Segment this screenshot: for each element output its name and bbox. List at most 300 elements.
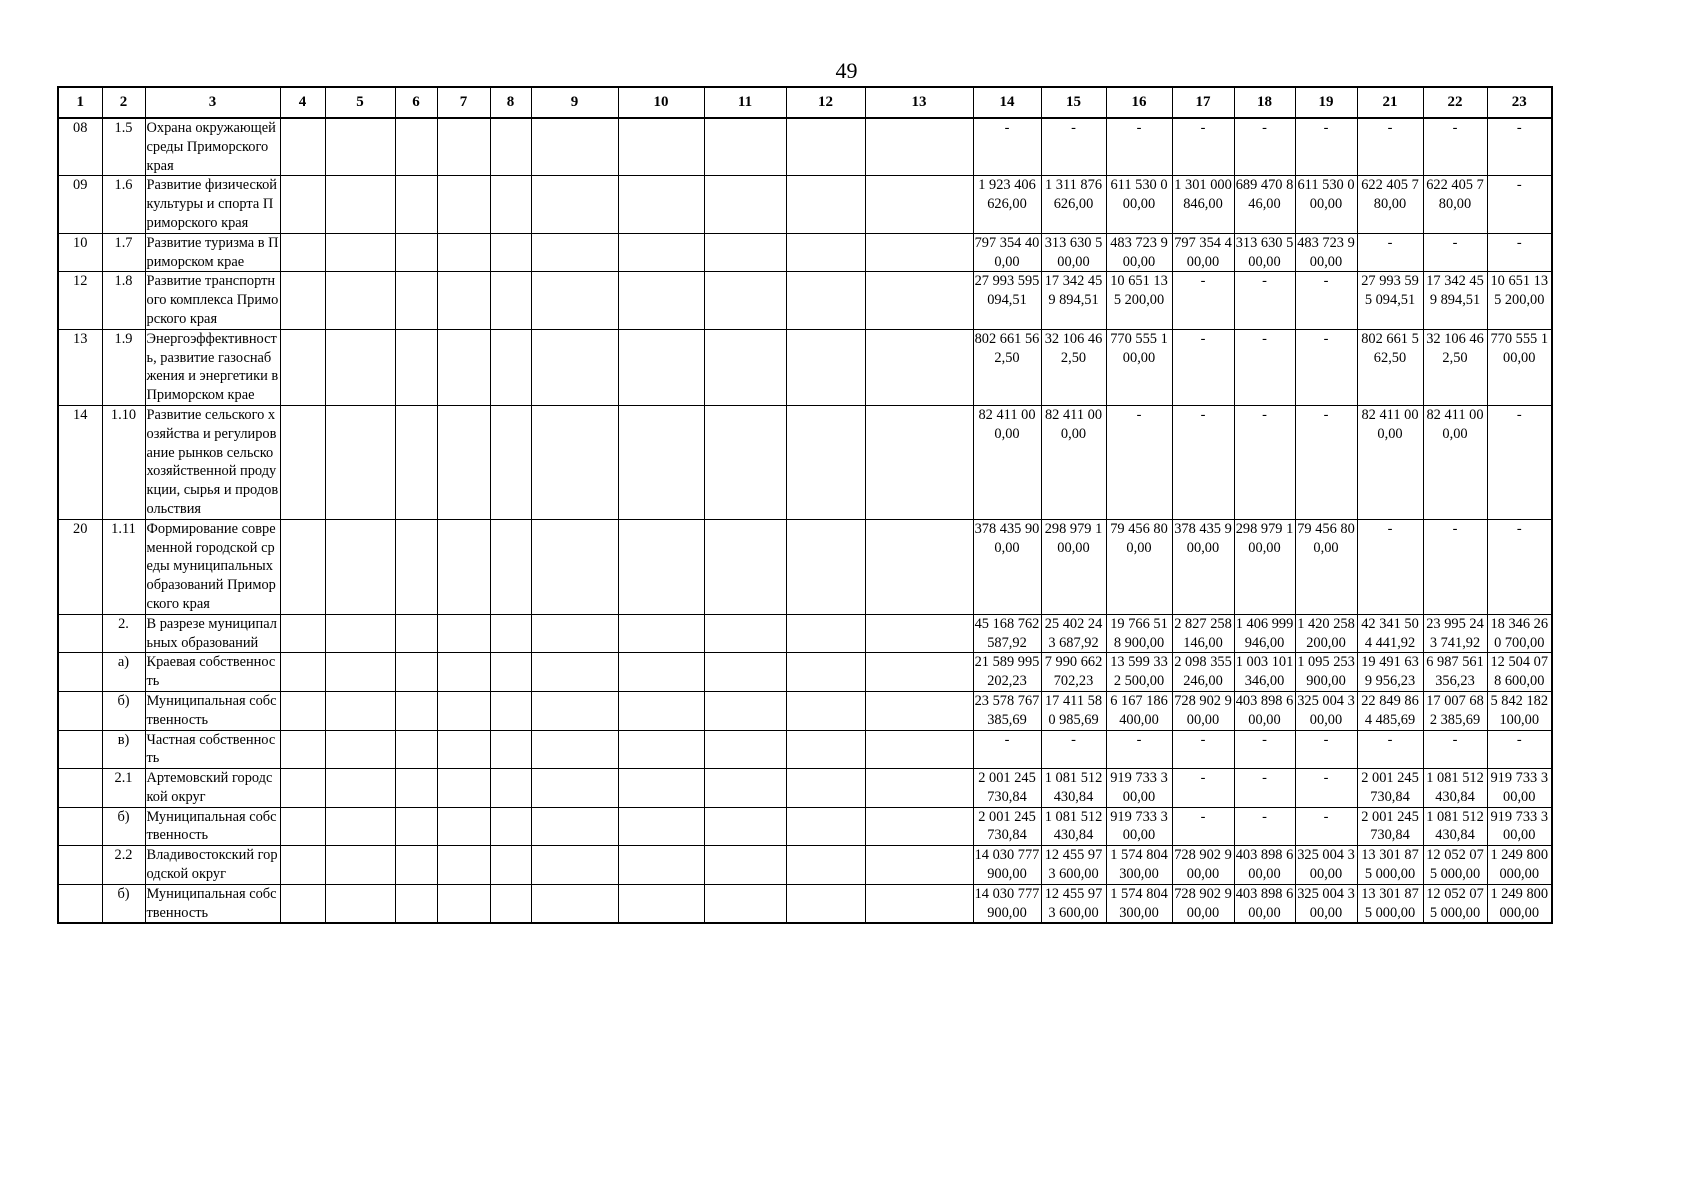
value-cell: - (1172, 118, 1234, 176)
value-cell: 17 342 459 894,51 (1423, 272, 1487, 329)
empty-cell (531, 405, 618, 519)
value-cell: 403 898 600,00 (1234, 884, 1295, 923)
value-cell: - (1487, 233, 1552, 272)
empty-cell (865, 691, 973, 730)
value-cell: 797 354 400,00 (1172, 233, 1234, 272)
empty-cell (280, 653, 325, 692)
value-cell: - (1041, 730, 1106, 769)
value-cell: - (1487, 730, 1552, 769)
value-cell: 17 411 580 985,69 (1041, 691, 1106, 730)
empty-cell (280, 118, 325, 176)
empty-cell (490, 118, 531, 176)
row-number: б) (102, 691, 145, 730)
empty-cell (395, 519, 437, 614)
empty-cell (490, 329, 531, 405)
empty-cell (490, 769, 531, 808)
column-header: 19 (1295, 87, 1357, 118)
empty-cell (325, 118, 395, 176)
empty-cell (280, 846, 325, 885)
empty-cell (618, 884, 704, 923)
empty-cell (325, 730, 395, 769)
value-cell: 919 733 300,00 (1106, 807, 1172, 846)
value-cell: - (1106, 730, 1172, 769)
empty-cell (618, 807, 704, 846)
value-cell: - (1106, 405, 1172, 519)
row-name: В разрезе муниципальных образований (145, 614, 280, 653)
column-header: 7 (437, 87, 490, 118)
empty-cell (618, 769, 704, 808)
value-cell: - (1357, 730, 1423, 769)
value-cell: - (1423, 730, 1487, 769)
empty-cell (490, 884, 531, 923)
value-cell: 21 589 995 202,23 (973, 653, 1041, 692)
row-name: Развитие туризма в Приморском крае (145, 233, 280, 272)
value-cell: 2 001 245 730,84 (1357, 807, 1423, 846)
value-cell: 378 435 900,00 (973, 519, 1041, 614)
column-header: 17 (1172, 87, 1234, 118)
empty-cell (280, 405, 325, 519)
empty-cell (325, 807, 395, 846)
value-cell: 12 052 075 000,00 (1423, 846, 1487, 885)
value-cell: 1 923 406 626,00 (973, 176, 1041, 233)
row-name: Краевая собственность (145, 653, 280, 692)
empty-cell (865, 405, 973, 519)
empty-cell (437, 118, 490, 176)
value-cell: 802 661 562,50 (1357, 329, 1423, 405)
empty-cell (280, 730, 325, 769)
value-cell: 770 555 100,00 (1106, 329, 1172, 405)
empty-cell (395, 329, 437, 405)
value-cell: 797 354 400,00 (973, 233, 1041, 272)
row-code: 12 (58, 272, 102, 329)
value-cell: 13 301 875 000,00 (1357, 846, 1423, 885)
empty-cell (865, 118, 973, 176)
value-cell: 82 411 000,00 (1357, 405, 1423, 519)
value-cell: 325 004 300,00 (1295, 846, 1357, 885)
empty-cell (618, 691, 704, 730)
table-row (58, 730, 1552, 769)
empty-cell (704, 519, 786, 614)
value-cell: 2 001 245 730,84 (1357, 769, 1423, 808)
value-cell: 12 504 078 600,00 (1487, 653, 1552, 692)
empty-cell (325, 653, 395, 692)
value-cell: 313 630 500,00 (1041, 233, 1106, 272)
empty-cell (395, 272, 437, 329)
empty-cell (786, 846, 865, 885)
column-header: 10 (618, 87, 704, 118)
value-cell: 298 979 100,00 (1234, 519, 1295, 614)
value-cell: - (1295, 730, 1357, 769)
row-code: 10 (58, 233, 102, 272)
value-cell: - (1295, 272, 1357, 329)
empty-cell (704, 176, 786, 233)
value-cell: 12 052 075 000,00 (1423, 884, 1487, 923)
value-cell: - (1487, 118, 1552, 176)
value-cell: - (1487, 519, 1552, 614)
value-cell: 728 902 900,00 (1172, 846, 1234, 885)
value-cell: 1 574 804 300,00 (1106, 846, 1172, 885)
row-number: 2.2 (102, 846, 145, 885)
empty-cell (865, 846, 973, 885)
value-cell: 79 456 800,00 (1295, 519, 1357, 614)
value-cell: 1 095 253 900,00 (1295, 653, 1357, 692)
value-cell: 1 081 512 430,84 (1041, 807, 1106, 846)
budget-table (57, 86, 1553, 924)
empty-cell (618, 730, 704, 769)
empty-cell (437, 691, 490, 730)
empty-cell (395, 653, 437, 692)
value-cell: 1 311 876 626,00 (1041, 176, 1106, 233)
empty-cell (786, 176, 865, 233)
row-number: 1.11 (102, 519, 145, 614)
value-cell: 19 766 518 900,00 (1106, 614, 1172, 653)
row-name: Муниципальная собственность (145, 807, 280, 846)
value-cell: 82 411 000,00 (1041, 405, 1106, 519)
value-cell: - (1487, 405, 1552, 519)
empty-cell (786, 769, 865, 808)
empty-cell (786, 405, 865, 519)
value-cell: - (1423, 519, 1487, 614)
empty-cell (704, 846, 786, 885)
empty-cell (490, 846, 531, 885)
empty-cell (865, 730, 973, 769)
empty-cell (395, 405, 437, 519)
value-cell: - (1172, 405, 1234, 519)
empty-cell (437, 846, 490, 885)
value-cell: 2 827 258 146,00 (1172, 614, 1234, 653)
column-header: 11 (704, 87, 786, 118)
value-cell: 1 081 512 430,84 (1041, 769, 1106, 808)
empty-cell (865, 653, 973, 692)
column-header: 16 (1106, 87, 1172, 118)
empty-cell (490, 272, 531, 329)
value-cell: 14 030 777 900,00 (973, 846, 1041, 885)
empty-cell (618, 176, 704, 233)
row-code (58, 730, 102, 769)
empty-cell (704, 329, 786, 405)
empty-cell (704, 272, 786, 329)
row-number: 2.1 (102, 769, 145, 808)
row-name: Развитие транспортного комплекса Приморского края (145, 272, 280, 329)
column-header: 2 (102, 87, 145, 118)
row-number: в) (102, 730, 145, 769)
table-row (58, 118, 1552, 176)
empty-cell (704, 118, 786, 176)
value-cell: - (1172, 730, 1234, 769)
row-number: а) (102, 653, 145, 692)
value-cell: 79 456 800,00 (1106, 519, 1172, 614)
table-row (58, 329, 1552, 405)
empty-cell (786, 519, 865, 614)
row-name: Артемовский городской округ (145, 769, 280, 808)
value-cell: 919 733 300,00 (1487, 807, 1552, 846)
value-cell: 611 530 000,00 (1295, 176, 1357, 233)
value-cell: 483 723 900,00 (1106, 233, 1172, 272)
value-cell: 1 081 512 430,84 (1423, 807, 1487, 846)
empty-cell (325, 884, 395, 923)
empty-cell (865, 807, 973, 846)
empty-cell (704, 769, 786, 808)
empty-cell (280, 691, 325, 730)
value-cell: 325 004 300,00 (1295, 884, 1357, 923)
value-cell: - (1295, 329, 1357, 405)
empty-cell (325, 846, 395, 885)
empty-cell (618, 614, 704, 653)
value-cell: 27 993 595 094,51 (1357, 272, 1423, 329)
value-cell: 12 455 973 600,00 (1041, 846, 1106, 885)
value-cell: 14 030 777 900,00 (973, 884, 1041, 923)
value-cell: 1 249 800 000,00 (1487, 846, 1552, 885)
empty-cell (786, 272, 865, 329)
value-cell: 10 651 135 200,00 (1106, 272, 1172, 329)
empty-cell (490, 519, 531, 614)
value-cell: 10 651 135 200,00 (1487, 272, 1552, 329)
value-cell: 403 898 600,00 (1234, 691, 1295, 730)
value-cell: - (973, 118, 1041, 176)
value-cell: 1 420 258 200,00 (1295, 614, 1357, 653)
empty-cell (395, 614, 437, 653)
column-header: 12 (786, 87, 865, 118)
empty-cell (704, 405, 786, 519)
value-cell: - (1234, 730, 1295, 769)
value-cell: - (1234, 272, 1295, 329)
row-code (58, 653, 102, 692)
page-number: 49 (835, 58, 858, 83)
column-header: 3 (145, 87, 280, 118)
row-name: Охрана окружающей среды Приморского края (145, 118, 280, 176)
value-cell: 325 004 300,00 (1295, 691, 1357, 730)
value-cell: - (1357, 118, 1423, 176)
value-cell: 2 001 245 730,84 (973, 769, 1041, 808)
empty-cell (395, 846, 437, 885)
row-number: 1.7 (102, 233, 145, 272)
column-header: 8 (490, 87, 531, 118)
value-cell: 378 435 900,00 (1172, 519, 1234, 614)
value-cell: 45 168 762 587,92 (973, 614, 1041, 653)
empty-cell (437, 614, 490, 653)
value-cell: 12 455 973 600,00 (1041, 884, 1106, 923)
empty-cell (325, 176, 395, 233)
table-row (58, 233, 1552, 272)
empty-cell (786, 614, 865, 653)
empty-cell (395, 176, 437, 233)
value-cell: - (1423, 233, 1487, 272)
empty-cell (325, 405, 395, 519)
value-cell: 403 898 600,00 (1234, 846, 1295, 885)
empty-cell (618, 118, 704, 176)
empty-cell (437, 653, 490, 692)
empty-cell (395, 884, 437, 923)
value-cell: - (1295, 769, 1357, 808)
empty-cell (325, 329, 395, 405)
column-header: 4 (280, 87, 325, 118)
value-cell: - (1423, 118, 1487, 176)
value-cell: 770 555 100,00 (1487, 329, 1552, 405)
empty-cell (437, 807, 490, 846)
value-cell: 5 842 182 100,00 (1487, 691, 1552, 730)
empty-cell (865, 884, 973, 923)
empty-cell (395, 730, 437, 769)
value-cell: 1 301 000 846,00 (1172, 176, 1234, 233)
empty-cell (531, 846, 618, 885)
empty-cell (865, 769, 973, 808)
empty-cell (531, 118, 618, 176)
empty-cell (395, 233, 437, 272)
empty-cell (531, 233, 618, 272)
empty-cell (325, 519, 395, 614)
empty-cell (531, 519, 618, 614)
empty-cell (618, 519, 704, 614)
empty-cell (531, 653, 618, 692)
empty-cell (280, 614, 325, 653)
empty-cell (395, 118, 437, 176)
empty-cell (865, 329, 973, 405)
value-cell: - (1172, 272, 1234, 329)
value-cell: 483 723 900,00 (1295, 233, 1357, 272)
row-number: 1.6 (102, 176, 145, 233)
empty-cell (865, 176, 973, 233)
empty-cell (704, 807, 786, 846)
table-row (58, 884, 1552, 923)
empty-cell (531, 176, 618, 233)
header-row (58, 87, 1552, 118)
value-cell: 622 405 780,00 (1423, 176, 1487, 233)
row-name: Владивостокский городской округ (145, 846, 280, 885)
empty-cell (786, 807, 865, 846)
value-cell: 82 411 000,00 (973, 405, 1041, 519)
value-cell: - (1172, 769, 1234, 808)
table-row (58, 176, 1552, 233)
row-name: Частная собственность (145, 730, 280, 769)
empty-cell (704, 730, 786, 769)
empty-cell (490, 653, 531, 692)
empty-cell (531, 691, 618, 730)
table-body (58, 118, 1552, 923)
empty-cell (490, 233, 531, 272)
row-code (58, 691, 102, 730)
empty-cell (280, 272, 325, 329)
column-header: 13 (865, 87, 973, 118)
empty-cell (704, 233, 786, 272)
empty-cell (786, 329, 865, 405)
value-cell: 2 001 245 730,84 (973, 807, 1041, 846)
value-cell: 1 081 512 430,84 (1423, 769, 1487, 808)
value-cell: - (1234, 769, 1295, 808)
column-header: 23 (1487, 87, 1552, 118)
value-cell: 32 106 462,50 (1041, 329, 1106, 405)
empty-cell (490, 176, 531, 233)
column-header: 9 (531, 87, 618, 118)
table-row (58, 807, 1552, 846)
value-cell: - (1295, 807, 1357, 846)
empty-cell (531, 614, 618, 653)
value-cell: 1 249 800 000,00 (1487, 884, 1552, 923)
empty-cell (531, 807, 618, 846)
value-cell: 17 342 459 894,51 (1041, 272, 1106, 329)
value-cell: 313 630 500,00 (1234, 233, 1295, 272)
value-cell: - (1357, 233, 1423, 272)
empty-cell (704, 691, 786, 730)
value-cell: 18 346 260 700,00 (1487, 614, 1552, 653)
empty-cell (395, 769, 437, 808)
empty-cell (437, 176, 490, 233)
empty-cell (786, 233, 865, 272)
row-code (58, 807, 102, 846)
empty-cell (280, 329, 325, 405)
row-name: Развитие сельского хозяйства и регулирование рынков сельскохозяйственной продукции, сырья и продовольствия (145, 405, 280, 519)
value-cell: 7 990 662 702,23 (1041, 653, 1106, 692)
table-row (58, 272, 1552, 329)
empty-cell (618, 653, 704, 692)
empty-cell (280, 519, 325, 614)
empty-cell (325, 614, 395, 653)
value-cell: - (1234, 405, 1295, 519)
row-number: 1.5 (102, 118, 145, 176)
value-cell: 919 733 300,00 (1487, 769, 1552, 808)
empty-cell (437, 233, 490, 272)
empty-cell (531, 329, 618, 405)
empty-cell (531, 884, 618, 923)
value-cell: 1 003 101 346,00 (1234, 653, 1295, 692)
value-cell: 23 578 767 385,69 (973, 691, 1041, 730)
empty-cell (618, 233, 704, 272)
column-header: 1 (58, 87, 102, 118)
row-number: б) (102, 807, 145, 846)
table-row (58, 769, 1552, 808)
value-cell: - (1041, 118, 1106, 176)
row-code: 14 (58, 405, 102, 519)
empty-cell (865, 614, 973, 653)
value-cell: 23 995 243 741,92 (1423, 614, 1487, 653)
value-cell: 13 599 332 500,00 (1106, 653, 1172, 692)
row-code (58, 769, 102, 808)
value-cell: 42 341 504 441,92 (1357, 614, 1423, 653)
column-header: 21 (1357, 87, 1423, 118)
value-cell: 27 993 595 094,51 (973, 272, 1041, 329)
value-cell: 611 530 000,00 (1106, 176, 1172, 233)
value-cell: 622 405 780,00 (1357, 176, 1423, 233)
value-cell: 728 902 900,00 (1172, 691, 1234, 730)
value-cell: 32 106 462,50 (1423, 329, 1487, 405)
empty-cell (618, 329, 704, 405)
empty-cell (786, 884, 865, 923)
empty-cell (325, 233, 395, 272)
value-cell: 25 402 243 687,92 (1041, 614, 1106, 653)
row-code: 20 (58, 519, 102, 614)
empty-cell (437, 730, 490, 769)
row-number: 1.9 (102, 329, 145, 405)
column-header: 18 (1234, 87, 1295, 118)
empty-cell (786, 118, 865, 176)
value-cell: - (1172, 807, 1234, 846)
empty-cell (437, 884, 490, 923)
table-row (58, 519, 1552, 614)
value-cell: - (973, 730, 1041, 769)
value-cell: - (1234, 329, 1295, 405)
empty-cell (618, 846, 704, 885)
empty-cell (490, 405, 531, 519)
empty-cell (786, 730, 865, 769)
empty-cell (280, 233, 325, 272)
value-cell: - (1357, 519, 1423, 614)
row-code (58, 884, 102, 923)
value-cell: 82 411 000,00 (1423, 405, 1487, 519)
empty-cell (786, 691, 865, 730)
empty-cell (395, 807, 437, 846)
empty-cell (618, 405, 704, 519)
empty-cell (280, 884, 325, 923)
empty-cell (490, 614, 531, 653)
